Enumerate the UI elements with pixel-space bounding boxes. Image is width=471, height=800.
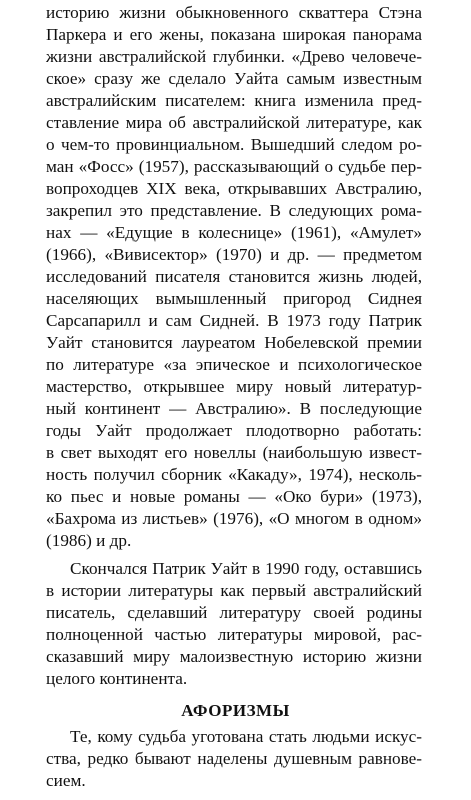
text-line: нах — «Едущие в колеснице» (1961), «Амулет» <box>46 223 422 242</box>
text-line: «Бахрома из листьев» (1976), «О многом в одном» <box>46 509 422 528</box>
text-line: населяющих вымышленный пригород Сиднея <box>46 289 422 308</box>
text-line: (1966), «Вивисектор» (1970) и др. — предметом <box>46 245 422 264</box>
text-line: в истории литературы как первый австралийский <box>46 581 422 600</box>
text-line: исследований писателя становится жизнь людей, <box>46 267 422 286</box>
text-line: о чем-то провинциальном. Вышедший следом ро- <box>46 135 422 154</box>
text-line: Сарсапарилл и сам Сидней. В 1973 году Патрик <box>46 311 422 330</box>
text-line: жизни австралийской глубинки. «Древо человече- <box>46 47 422 66</box>
text-line: закрепил это представление. В следующих рома- <box>46 201 422 220</box>
text-line: Уайт становится лауреатом Нобелевской премии <box>46 333 422 352</box>
text-line: австралийским писателем: книга изменила пред- <box>46 91 422 110</box>
text-line: ный континент — Австралию». В последующие <box>46 399 422 418</box>
paragraph-first-line: Те, кому судьба уготована стать людьми искус- <box>70 727 422 746</box>
paragraph-first-line: Скончался Патрик Уайт в 1990 году, оставшись <box>70 559 422 578</box>
text-line: ман «Фосс» (1957), рассказывающий о судьбе пер- <box>46 157 422 176</box>
text-line: ность получил сборник «Какаду», 1974), несколь- <box>46 465 422 484</box>
text-line: ское» сразу же сделало Уайта самым известным <box>46 69 422 88</box>
text-line: историю жизни обыкновенного скваттера Стэна <box>46 3 422 22</box>
text-line: писатель, сделавший литературу своей родины <box>46 603 422 622</box>
text-line: Паркера и его жены, показана широкая панорама <box>46 25 422 44</box>
text-line: (1986) и др. <box>46 531 132 550</box>
text-line: ко пьес и новые романы — «Око бури» (1973), <box>46 487 422 506</box>
text-line: ства, редко бывают наделены душевным равнове- <box>46 749 422 768</box>
text-line: сказавший миру малоизвестную историю жизни <box>46 647 422 666</box>
text-line: ставление мира об австралийской литературе, как <box>46 113 422 132</box>
text-line: целого континента. <box>46 669 188 688</box>
text-line: годы Уайт продолжает плодотворно работать: <box>46 421 422 440</box>
text-line: сием. <box>46 771 86 790</box>
text-line: мастерство, открывшее миру новый литератур- <box>46 377 422 396</box>
text-line: вопроходцев XIX века, открывавших Австралию, <box>46 179 422 198</box>
text-line: в свет выходят его новеллы (наибольшую извест- <box>46 443 422 462</box>
section-heading: АФОРИЗМЫ <box>181 701 290 720</box>
text-line: полноценной частью литературы мировой, рас- <box>46 625 422 644</box>
text-line: по литературе «за эпическое и психологическое <box>46 355 422 374</box>
